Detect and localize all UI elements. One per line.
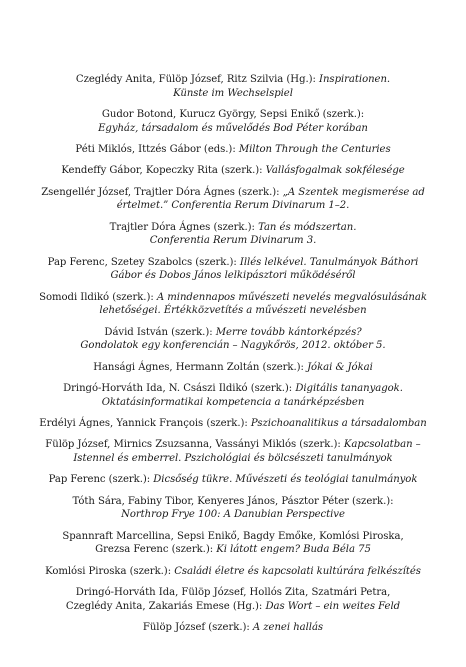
entry-line bbox=[24, 586, 442, 600]
entry-line bbox=[24, 339, 442, 353]
entry-authors: Dringó-Horváth Ida, Fülöp József, Hollós Zita, Szatmári Petra, bbox=[75, 587, 391, 599]
entry-line bbox=[24, 417, 442, 431]
entry-line bbox=[24, 122, 442, 136]
entry-title: „A Szentek megismerése ad bbox=[282, 186, 425, 198]
entry-authors: Czeglédy Anita, Fülöp József, Ritz Szilvia (Hg.): bbox=[75, 74, 320, 85]
entry-title: Pszichoanalitikus a társadalomban bbox=[250, 418, 427, 430]
entry-line bbox=[24, 361, 442, 375]
entry-line bbox=[24, 600, 442, 614]
entry-title: Oktatásinformatikai kompetencia a tanárképzésben bbox=[101, 396, 365, 408]
entry-authors: Dringó-Horváth Ida, N. Császi Ildikó (szerk.): bbox=[63, 383, 296, 395]
book-entry bbox=[0, 495, 466, 522]
book-entry bbox=[0, 291, 466, 318]
entry-title: Kapcsolatban – bbox=[343, 439, 421, 451]
entry-authors: Trajtler Dóra Ágnes (szerk.): bbox=[109, 221, 259, 233]
entry-title: Gábor és Dobos János lelkipásztori működéséről bbox=[110, 270, 356, 282]
entry-authors: Zsengellér József, Trajtler Dóra Ágnes (szerk.): bbox=[41, 186, 283, 198]
entry-authors: Gudor Botond, Kurucz György, Sepsi Enikő (szerk.): bbox=[101, 108, 365, 120]
book-entry bbox=[0, 382, 466, 409]
entry-authors: Péti Miklós, Ittzés Gábor (eds.): bbox=[75, 143, 239, 155]
entry-title: Istennel és emberrel. Pszichológiai és bölcsészeti tanulmányok bbox=[73, 453, 393, 465]
entry-title: Merre tovább kántorképzés? bbox=[215, 326, 362, 338]
entry-authors: Somodi Ildikó (szerk.): bbox=[39, 291, 157, 303]
book-entry bbox=[0, 186, 466, 213]
entry-line bbox=[24, 73, 442, 87]
entry-title: Milton Through the Centuries bbox=[238, 143, 391, 155]
entry-title: Digitális tananyagok. bbox=[295, 383, 403, 395]
entry-title: értelmet.” Conferentia Rerum Divinarum 1–2. bbox=[116, 200, 350, 212]
book-entry bbox=[0, 473, 466, 487]
book-entry bbox=[0, 164, 466, 178]
entry-authors: Hansági Ágnes, Hermann Zoltán (szerk.): bbox=[93, 361, 308, 373]
book-entry bbox=[0, 256, 466, 283]
entry-title: Das Wort – ein weites Feld bbox=[265, 600, 401, 612]
book-entry bbox=[0, 73, 466, 100]
book-entry bbox=[0, 438, 466, 465]
entry-title: Gondolatok egy konferencián – Nagykőrös, 2012. október 5. bbox=[80, 340, 386, 352]
entry-title: Tan és módszertan. bbox=[258, 221, 357, 233]
entry-title: Vallásfogalmak sokfélesége bbox=[265, 165, 405, 177]
entry-authors: Komlósi Piroska (szerk.): bbox=[45, 565, 175, 577]
entry-line bbox=[24, 87, 442, 101]
entry-authors: Dávid István (szerk.): bbox=[104, 326, 216, 338]
entry-line bbox=[24, 473, 442, 487]
entry-line bbox=[24, 221, 442, 235]
entry-line bbox=[24, 396, 442, 410]
entry-title: Családi életre és kapcsolati kultúrára felkészítés bbox=[174, 565, 421, 577]
entry-line bbox=[24, 291, 442, 305]
book-entry bbox=[0, 417, 466, 431]
entry-line bbox=[24, 164, 442, 178]
entry-title: Illés lelkével. Tanulmányok Báthori bbox=[239, 256, 419, 268]
entry-authors: Pap Ferenc (szerk.): bbox=[48, 474, 154, 486]
entry-authors: Fülöp József (szerk.): bbox=[142, 622, 253, 634]
book-entry bbox=[0, 108, 466, 135]
entry-authors: Pap Ferenc, Szetey Szabolcs (szerk.): bbox=[47, 256, 240, 268]
book-list bbox=[0, 73, 466, 643]
book-entry bbox=[0, 221, 466, 248]
entry-title: Egyház, társadalom és művelődés Bod Péter korában bbox=[98, 122, 368, 134]
entry-title: Dicsőség tükre. Művészeti és teológiai tanulmányok bbox=[153, 474, 418, 486]
entry-line bbox=[24, 256, 442, 270]
book-entry bbox=[0, 326, 466, 353]
entry-line bbox=[24, 326, 442, 340]
entry-title: A mindennapos művészeti nevelés megvalósulásának bbox=[156, 291, 427, 303]
entry-line bbox=[24, 508, 442, 522]
entry-title: Northrop Frye 100: A Danubian Perspective bbox=[121, 509, 345, 521]
book-entry bbox=[0, 530, 466, 557]
entry-title: Jókai & Jókai bbox=[307, 361, 373, 373]
entry-line bbox=[24, 438, 442, 452]
entry-line bbox=[24, 269, 442, 283]
entry-title: A zenei hallás bbox=[252, 622, 324, 634]
entry-authors: Fülöp József, Mirnics Zsuzsanna, Vassányi Miklós (szerk.): bbox=[45, 439, 344, 451]
entry-authors: Kendeffy Gábor, Kopeczky Rita (szerk.): bbox=[61, 165, 266, 177]
entry-line bbox=[24, 382, 442, 396]
book-entry bbox=[0, 565, 466, 579]
entry-line bbox=[24, 530, 442, 544]
entry-title: lehetőségei. Értékközvetítés a művészeti nevelésben bbox=[99, 305, 367, 317]
entry-authors: Grezsa Ferenc (szerk.): bbox=[95, 544, 217, 556]
entry-line bbox=[24, 495, 442, 509]
entry-line bbox=[24, 108, 442, 122]
entry-line bbox=[24, 199, 442, 213]
entry-line bbox=[24, 143, 442, 157]
entry-line bbox=[24, 186, 442, 200]
book-entry bbox=[0, 143, 466, 157]
entry-line bbox=[24, 304, 442, 318]
entry-line bbox=[24, 621, 442, 635]
entry-title: Inspirationen. bbox=[319, 74, 391, 85]
entry-title: Ki látott engem? Buda Béla 75 bbox=[216, 544, 371, 556]
entry-line bbox=[24, 565, 442, 579]
entry-line bbox=[24, 452, 442, 466]
entry-authors: Erdélyi Ágnes, Yannick François (szerk.): bbox=[39, 418, 251, 430]
book-entry bbox=[0, 621, 466, 635]
book-entry bbox=[0, 361, 466, 375]
entry-authors: Czeglédy Anita, Zakariás Emese (Hg.): bbox=[65, 600, 266, 612]
book-entry bbox=[0, 586, 466, 613]
entry-title: Künste im Wechselspiel bbox=[173, 87, 293, 99]
entry-line bbox=[24, 234, 442, 248]
entry-title: Conferentia Rerum Divinarum 3. bbox=[149, 235, 317, 247]
entry-authors: Tóth Sára, Fabiny Tibor, Kenyeres János, Pásztor Péter (szerk.): bbox=[72, 495, 394, 507]
entry-line bbox=[24, 543, 442, 557]
entry-authors: Spannraft Marcellina, Sepsi Enikő, Bagdy Emőke, Komlósi Piroska, bbox=[62, 530, 404, 542]
